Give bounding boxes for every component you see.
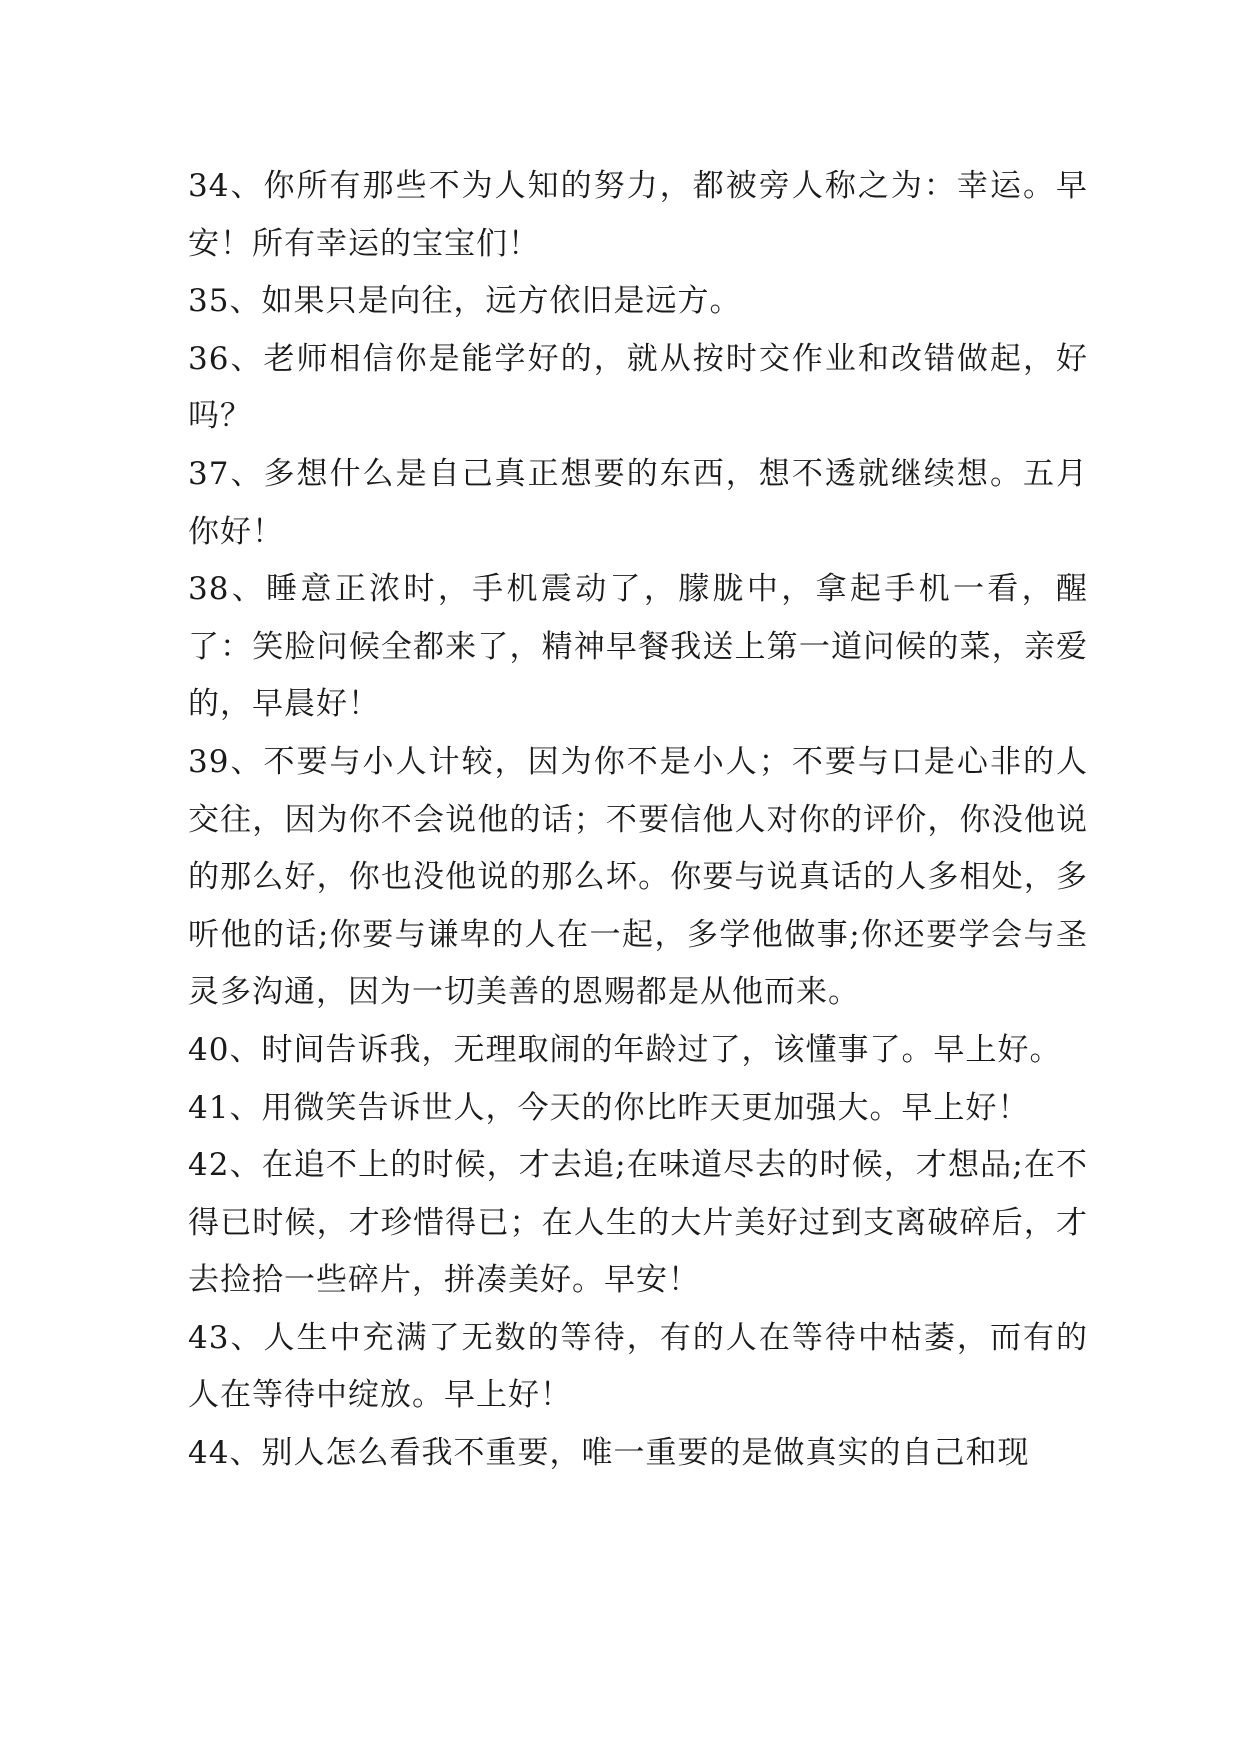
- paragraph-38: 38、睡意正浓时，手机震动了，朦胧中，拿起手机一看，醒了：笑脸问候全都来了，精神早餐我送上第一道问候的菜，亲爱的，早晨好！: [188, 571, 1088, 723]
- paragraph-35: 35、如果只是向往，远方依旧是远方。: [188, 283, 742, 320]
- paragraph-37: 37、多想什么是自己真正想要的东西，想不透就继续想。五月你好！: [188, 455, 1088, 550]
- paragraph-43: 43、人生中充满了无数的等待，有的人在等待中枯萎，而有的人在等待中绽放。早上好！: [188, 1319, 1088, 1414]
- paragraph-34: 34、你所有那些不为人知的努力，都被旁人称之为：幸运。早安！所有幸运的宝宝们！: [188, 168, 1088, 262]
- paragraph-41: 41、用微笑告诉世人，今天的你比昨天更加强大。早上好！: [188, 1089, 1030, 1126]
- document-body: [188, 158, 1088, 1483]
- paragraph-44: 44、别人怎么看我不重要，唯一重要的是做真实的自己和现: [188, 1435, 1030, 1472]
- paragraph-42: 42、在追不上的时候，才去追;在味道尽去的时候，才想品;在不得已时候，才珍惜得已；在人生的大片美好过到支离破碎后，才去捡拾一些碎片，拼凑美好。早安！: [188, 1147, 1088, 1299]
- paragraph-36: 36、老师相信你是能学好的，就从按时交作业和改错做起，好吗？: [188, 340, 1088, 435]
- paragraph-39: 39、不要与小人计较，因为你不是小人；不要与口是心非的人交往，因为你不会说他的话；不要信他人对你的评价，你没他说的那么好，你也没他说的那么坏。你要与说真话的人多相处，多听他的话;你要与谦卑的人在一起，多学他做事;你还要学会与圣灵多沟通，因为一切美善的恩赐都是从他而来。: [188, 743, 1088, 1011]
- paragraph-40: 40、时间告诉我，无理取闹的年龄过了，该懂事了。早上好。: [188, 1031, 1062, 1068]
